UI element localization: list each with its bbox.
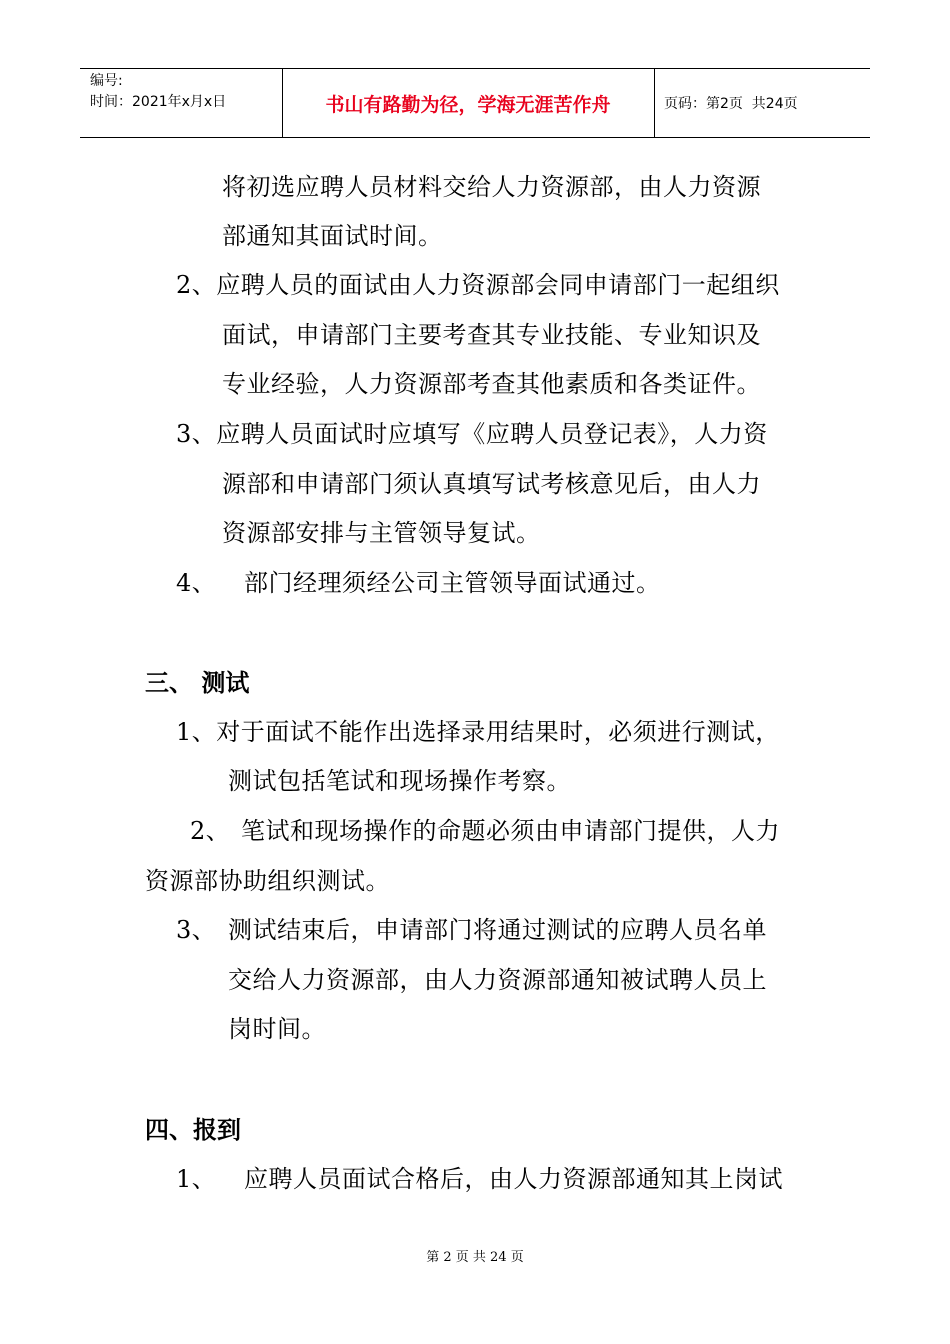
paragraph-line: 测试包括笔试和现场操作考察。 xyxy=(228,767,571,795)
paragraph-line: 专业经验，人力资源部考查其他素质和各类证件。 xyxy=(222,370,761,398)
paragraph-line: 面试，申请部门主要考查其专业技能、专业知识及 xyxy=(222,321,761,349)
page-footer: 第 2 页 共 24 页 xyxy=(426,1250,524,1265)
paragraph-line: 部门经理须经公司主管领导面试通过。 xyxy=(244,569,661,597)
paragraph-line: 资源部安排与主管领导复试。 xyxy=(222,519,541,547)
section-title: 三、 测试 xyxy=(145,669,250,697)
paragraph-line: 将初选应聘人员材料交给人力资源部，由人力资源 xyxy=(222,173,761,201)
paragraph-line: 应聘人员面试合格后，由人力资源部通知其上岗试 xyxy=(244,1165,783,1193)
paragraph-line: 3、应聘人员面试时应填写《应聘人员登记表》，人力资 xyxy=(176,420,768,448)
paragraph-line: 岗时间。 xyxy=(228,1015,326,1043)
paragraph-line: 测试结束后，申请部门将通过测试的应聘人员名单 xyxy=(228,916,767,944)
header-page-info: 页码：第2页 共24页 xyxy=(664,96,798,112)
header-meta xyxy=(90,71,226,113)
number-label: 编号: xyxy=(90,73,123,89)
paragraph-line: 交给人力资源部，由人力资源部通知被试聘人员上 xyxy=(228,966,767,994)
list-number: 3、 xyxy=(176,916,217,944)
header-motto: 书山有路勤为径，学海无涯苦作舟 xyxy=(325,93,611,116)
paragraph-line: 笔试和现场操作的命题必须由申请部门提供，人力 xyxy=(241,817,780,845)
time-label: 时间：2021年x月x日 xyxy=(90,94,227,110)
list-number: 2、 xyxy=(190,817,231,845)
section-title: 四、报到 xyxy=(145,1116,241,1144)
header-divider xyxy=(654,69,655,137)
paragraph-line: 资源部协助组织测试。 xyxy=(145,867,390,895)
list-number: 1、 xyxy=(176,1165,217,1193)
paragraph-line: 2、应聘人员的面试由人力资源部会同申请部门一起组织 xyxy=(176,271,780,299)
paragraph-line: 1、对于面试不能作出选择录用结果时，必须进行测试， xyxy=(176,718,780,746)
paragraph-line: 部通知其面试时间。 xyxy=(222,222,443,250)
paragraph-line: 源部和申请部门须认真填写试考核意见后，由人力 xyxy=(222,470,761,498)
document-header xyxy=(80,68,870,138)
list-number: 4、 xyxy=(176,569,217,597)
